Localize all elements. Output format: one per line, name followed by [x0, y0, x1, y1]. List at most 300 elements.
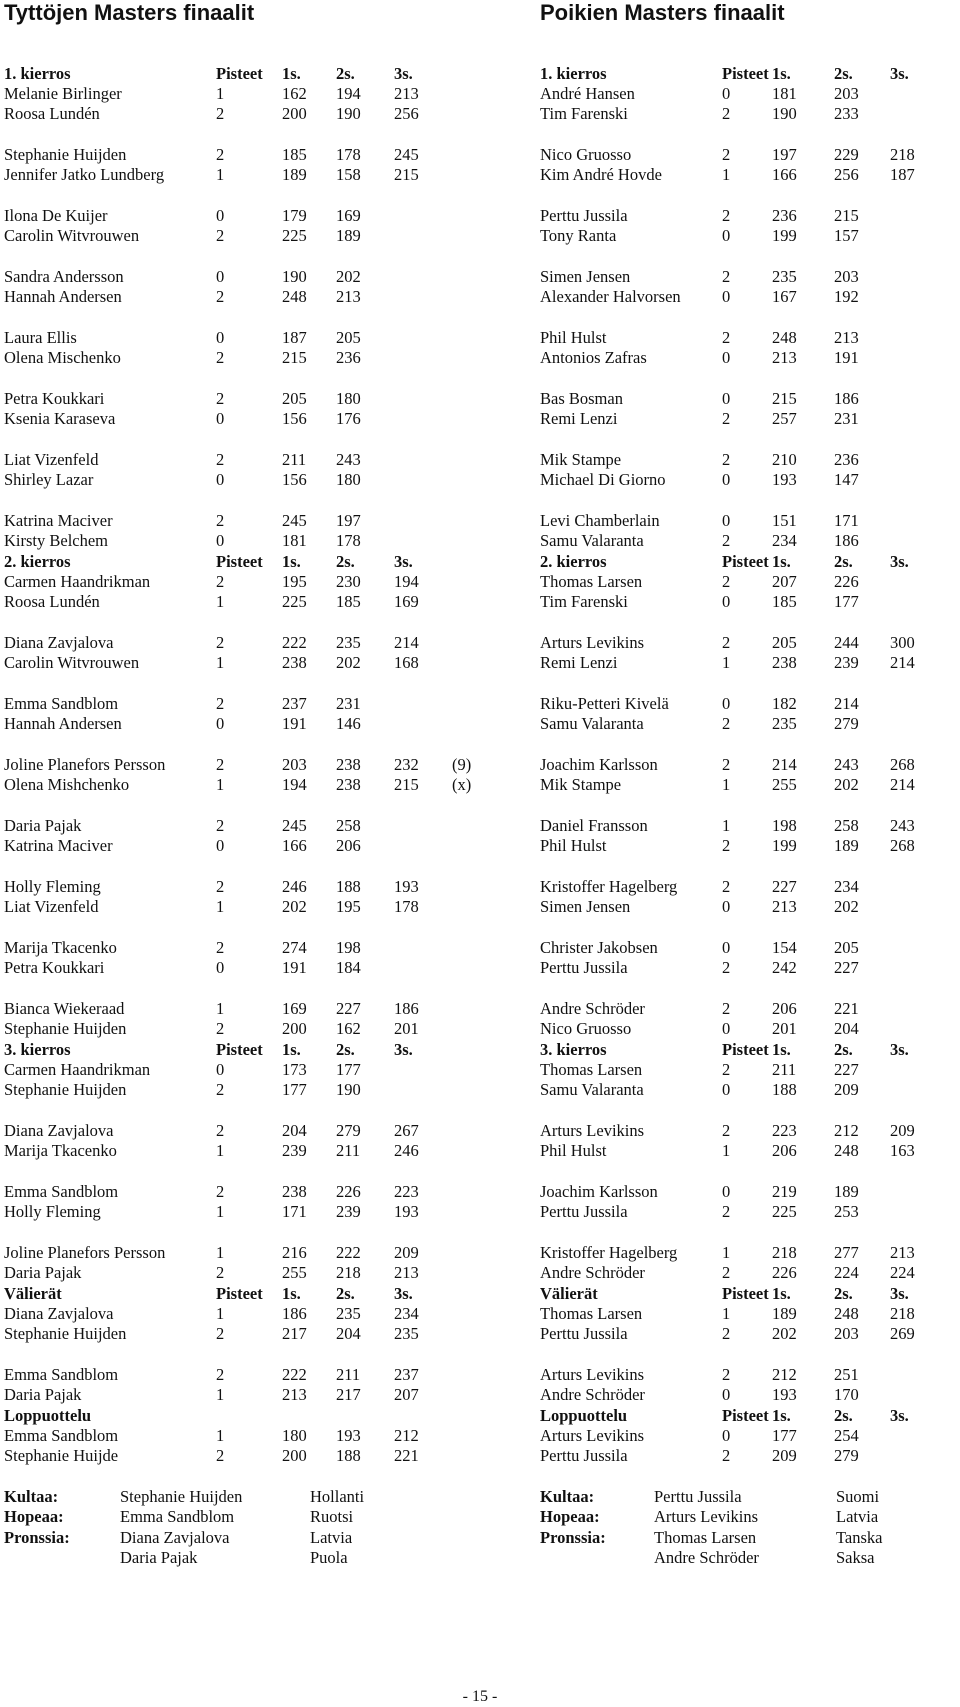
player-name: Samu Valaranta	[540, 531, 644, 551]
points: 2	[722, 409, 731, 429]
points: 2	[216, 145, 225, 165]
table-row	[4, 1141, 464, 1161]
game-2: 226	[336, 1182, 361, 1202]
table-row	[540, 755, 958, 775]
game-1: 212	[772, 1365, 797, 1385]
medal-winner: Thomas Larsen	[654, 1527, 757, 1547]
round-header	[4, 1040, 464, 1060]
points: 1	[722, 1243, 731, 1263]
player-name: Levi Chamberlain	[540, 511, 660, 531]
player-name: Arturs Levikins	[540, 633, 645, 653]
game-2: 178	[336, 145, 361, 165]
table-row	[4, 999, 464, 1019]
game-2: 202	[834, 775, 859, 795]
game-2: 147	[834, 470, 859, 490]
game-1: 189	[282, 165, 307, 185]
player-name: Samu Valaranta	[540, 714, 644, 734]
game-3: 218	[890, 145, 915, 165]
round-header	[4, 552, 464, 572]
table-row	[540, 775, 958, 795]
column-header: 2s.	[336, 1040, 355, 1059]
note: (9)	[452, 755, 472, 775]
game-2: 197	[336, 511, 361, 531]
points: 1	[216, 999, 225, 1019]
game-2: 192	[834, 287, 859, 307]
game-1: 234	[772, 531, 797, 551]
game-1: 225	[282, 592, 307, 612]
table-row	[540, 816, 958, 836]
player-name: Hannah Andersen	[4, 714, 122, 734]
player-name: Daria Pajak	[4, 1263, 82, 1283]
points: 0	[722, 287, 731, 307]
game-1: 211	[772, 1060, 797, 1080]
points: 2	[722, 450, 731, 470]
player-name: Marija Tkacenko	[4, 1141, 117, 1161]
medal-winner: Diana Zavjalova	[120, 1527, 230, 1547]
points: 2	[216, 348, 225, 368]
points: 0	[216, 267, 225, 287]
game-2: 204	[834, 1019, 859, 1039]
points: 2	[216, 1324, 225, 1344]
points: 1	[216, 1202, 225, 1222]
game-3: 243	[890, 816, 915, 836]
game-1: 213	[772, 348, 797, 368]
game-2: 178	[336, 531, 361, 551]
game-1: 226	[772, 1263, 797, 1283]
medal-label: Kultaa:	[540, 1487, 595, 1507]
column-header: 1s.	[282, 64, 301, 83]
game-1: 197	[772, 145, 797, 165]
points: 2	[722, 958, 731, 978]
game-2: 226	[834, 572, 859, 592]
medal-row	[4, 1548, 464, 1568]
table-row	[4, 145, 464, 165]
game-1: 274	[282, 938, 307, 958]
game-1: 177	[282, 1080, 307, 1100]
game-2: 279	[336, 1121, 361, 1141]
game-1: 217	[282, 1324, 307, 1344]
player-name: Olena Mishchenko	[4, 775, 130, 795]
game-1: 211	[282, 450, 307, 470]
game-1: 162	[282, 84, 307, 104]
points: 1	[216, 1304, 225, 1324]
game-2: 202	[336, 653, 361, 673]
game-2: 188	[336, 877, 361, 897]
medal-country: Puola	[310, 1547, 348, 1567]
player-name: Melanie Birlinger	[4, 84, 122, 104]
points: 2	[722, 755, 731, 775]
points: 1	[722, 775, 731, 795]
player-name: Phil Hulst	[540, 836, 607, 856]
note: (x)	[452, 775, 472, 795]
column-header: Pisteet	[722, 552, 769, 571]
column-header: 1s.	[772, 1284, 791, 1303]
points: 2	[216, 1446, 225, 1466]
game-3: 194	[394, 572, 419, 592]
game-1: 151	[772, 511, 797, 531]
game-2: 215	[834, 206, 859, 226]
player-name: Joline Planefors Persson	[4, 755, 166, 775]
game-2: 224	[834, 1263, 859, 1283]
table-row	[4, 511, 464, 531]
game-2: 146	[336, 714, 361, 734]
player-name: Joachim Karlsson	[540, 755, 658, 775]
player-name: Emma Sandblom	[4, 694, 119, 714]
game-2: 169	[336, 206, 361, 226]
table-row	[540, 104, 958, 124]
game-1: 255	[282, 1263, 307, 1283]
game-2: 177	[336, 1060, 361, 1080]
table-row	[4, 84, 464, 104]
game-1: 177	[772, 1426, 797, 1446]
player-name: Perttu Jussila	[540, 206, 628, 226]
player-name: Kim André Hovde	[540, 165, 662, 185]
points: 0	[216, 1060, 225, 1080]
round-header	[4, 1406, 464, 1426]
player-name: Michael Di Giorno	[540, 470, 666, 490]
column-header: 2s.	[834, 1284, 853, 1303]
table-row	[4, 1446, 464, 1466]
game-1: 206	[772, 1141, 797, 1161]
game-3: 214	[394, 633, 419, 653]
table-row	[4, 1365, 464, 1385]
points: 2	[216, 1080, 225, 1100]
player-name: Kirsty Belchem	[4, 531, 109, 551]
points: 2	[722, 633, 731, 653]
game-1: 219	[772, 1182, 797, 1202]
game-2: 202	[336, 267, 361, 287]
points: 0	[216, 328, 225, 348]
medal-winner: Perttu Jussila	[654, 1487, 742, 1507]
player-name: Roosa Lundén	[4, 104, 100, 124]
player-name: Stephanie Huijden	[4, 1080, 127, 1100]
game-1: 156	[282, 470, 307, 490]
player-name: Perttu Jussila	[540, 1446, 628, 1466]
game-2: 277	[834, 1243, 859, 1263]
game-2: 258	[336, 816, 361, 836]
game-2: 205	[336, 328, 361, 348]
table-row	[540, 999, 958, 1019]
table-row	[540, 1121, 958, 1141]
player-name: Samu Valaranta	[540, 1080, 644, 1100]
game-1: 194	[282, 775, 307, 795]
game-1: 215	[282, 348, 307, 368]
player-name: Petra Koukkari	[4, 389, 105, 409]
table-row	[540, 1141, 958, 1161]
column-header: 2s.	[336, 64, 355, 83]
points: 0	[216, 714, 225, 734]
table-row	[4, 348, 464, 368]
points: 2	[722, 1324, 731, 1344]
game-2: 171	[834, 511, 859, 531]
game-1: 173	[282, 1060, 307, 1080]
game-1: 191	[282, 714, 307, 734]
game-2: 229	[834, 145, 859, 165]
table-row	[4, 1080, 464, 1100]
table-row	[540, 714, 958, 734]
table-row	[4, 1243, 464, 1263]
game-1: 199	[772, 836, 797, 856]
game-1: 248	[772, 328, 797, 348]
points: 2	[216, 877, 225, 897]
medal-country: Latvia	[310, 1527, 353, 1547]
player-name: Antonios Zafras	[540, 348, 647, 368]
game-1: 200	[282, 1019, 307, 1039]
medal-country: Latvia	[836, 1507, 879, 1527]
game-1: 193	[772, 1385, 797, 1405]
game-1: 207	[772, 572, 797, 592]
game-2: 180	[336, 389, 361, 409]
game-1: 154	[772, 938, 797, 958]
game-1: 216	[282, 1243, 307, 1263]
game-2: 189	[834, 1182, 859, 1202]
player-name: Simen Jensen	[540, 897, 631, 917]
game-2: 194	[336, 84, 361, 104]
player-name: Jennifer Jatko Lundberg	[4, 165, 165, 185]
player-name: Arturs Levikins	[540, 1426, 645, 1446]
table-row	[4, 1385, 464, 1405]
medal-row	[540, 1487, 958, 1507]
table-row	[540, 287, 958, 307]
player-name: Kristoffer Hagelberg	[540, 1243, 678, 1263]
game-1: 245	[282, 816, 307, 836]
points: 1	[216, 1243, 225, 1263]
points: 1	[722, 1304, 731, 1324]
points: 2	[216, 226, 225, 246]
round-title: 1. kierros	[540, 64, 607, 83]
game-2: 254	[834, 1426, 859, 1446]
game-3: 178	[394, 897, 419, 917]
table-row	[4, 206, 464, 226]
game-2: 227	[336, 999, 361, 1019]
player-name: Marija Tkacenko	[4, 938, 117, 958]
points: 1	[722, 1141, 731, 1161]
table-row	[540, 1426, 958, 1446]
player-name: Thomas Larsen	[540, 572, 643, 592]
game-1: 205	[772, 633, 797, 653]
table-row	[540, 450, 958, 470]
game-3: 232	[394, 755, 419, 775]
points: 2	[722, 999, 731, 1019]
points: 0	[722, 1426, 731, 1446]
player-name: Hannah Andersen	[4, 287, 122, 307]
table-row	[4, 389, 464, 409]
game-2: 204	[336, 1324, 361, 1344]
game-1: 200	[282, 1446, 307, 1466]
medal-country: Saksa	[836, 1547, 875, 1567]
medal-label: Pronssia:	[4, 1527, 70, 1547]
game-1: 222	[282, 1365, 307, 1385]
table-row	[540, 1304, 958, 1324]
game-1: 193	[772, 470, 797, 490]
points: 2	[722, 836, 731, 856]
game-1: 198	[772, 816, 797, 836]
game-3: 268	[890, 755, 915, 775]
game-3: 269	[890, 1324, 915, 1344]
column-header: 1s.	[772, 1040, 791, 1059]
table-row	[540, 328, 958, 348]
game-2: 217	[336, 1385, 361, 1405]
medal-row	[4, 1507, 464, 1527]
points: 2	[216, 1019, 225, 1039]
table-row	[540, 84, 958, 104]
game-2: 177	[834, 592, 859, 612]
game-1: 201	[772, 1019, 797, 1039]
player-name: Tim Farenski	[540, 592, 628, 612]
points: 0	[722, 1019, 731, 1039]
game-2: 243	[834, 755, 859, 775]
game-1: 210	[772, 450, 797, 470]
player-name: Diana Zavjalova	[4, 1121, 114, 1141]
table-row	[4, 1324, 464, 1344]
table-row	[4, 714, 464, 734]
game-3: 213	[890, 1243, 915, 1263]
round-title: Loppuottelu	[540, 1406, 628, 1425]
medal-label: Hopeaa:	[540, 1507, 600, 1527]
points: 1	[722, 816, 731, 836]
points: 0	[722, 84, 731, 104]
player-name: Stephanie Huijden	[4, 1324, 127, 1344]
game-1: 179	[282, 206, 307, 226]
game-2: 213	[834, 328, 859, 348]
points: 2	[722, 1202, 731, 1222]
game-1: 223	[772, 1121, 797, 1141]
table-row	[540, 572, 958, 592]
player-name: Liat Vizenfeld	[4, 450, 99, 470]
points: 0	[722, 389, 731, 409]
game-1: 182	[772, 694, 797, 714]
table-row	[540, 226, 958, 246]
game-1: 225	[772, 1202, 797, 1222]
player-name: Laura Ellis	[4, 328, 77, 348]
game-3: 234	[394, 1304, 419, 1324]
game-1: 186	[282, 1304, 307, 1324]
player-name: Carolin Witvrouwen	[4, 226, 140, 246]
game-2: 256	[834, 165, 859, 185]
game-2: 236	[336, 348, 361, 368]
game-1: 204	[282, 1121, 307, 1141]
points: 2	[722, 328, 731, 348]
points: 0	[722, 897, 731, 917]
game-2: 203	[834, 84, 859, 104]
points: 2	[722, 1060, 731, 1080]
points: 1	[216, 897, 225, 917]
column-header: 3s.	[394, 1284, 413, 1303]
player-name: Carmen Haandrikman	[4, 1060, 151, 1080]
player-name: Ksenia Karaseva	[4, 409, 116, 429]
girls-title: Tyttöjen Masters finaalit	[4, 0, 255, 25]
game-1: 202	[772, 1324, 797, 1344]
game-2: 222	[336, 1243, 361, 1263]
table-row	[540, 1182, 958, 1202]
points: 1	[216, 1426, 225, 1446]
game-3: 193	[394, 1202, 419, 1222]
game-2: 186	[834, 531, 859, 551]
game-2: 233	[834, 104, 859, 124]
player-name: Kristoffer Hagelberg	[540, 877, 678, 897]
game-1: 180	[282, 1426, 307, 1446]
game-1: 215	[772, 389, 797, 409]
game-1: 169	[282, 999, 307, 1019]
points: 2	[216, 511, 225, 531]
player-name: Phil Hulst	[540, 1141, 607, 1161]
game-1: 213	[772, 897, 797, 917]
player-name: Joline Planefors Persson	[4, 1243, 166, 1263]
points: 1	[216, 84, 225, 104]
table-row	[540, 165, 958, 185]
table-row	[4, 267, 464, 287]
player-name: Carmen Haandrikman	[4, 572, 151, 592]
game-3: 223	[394, 1182, 419, 1202]
table-row	[4, 287, 464, 307]
points: 2	[722, 1446, 731, 1466]
player-name: Emma Sandblom	[4, 1426, 119, 1446]
game-1: 171	[282, 1202, 307, 1222]
points: 2	[216, 1182, 225, 1202]
round-title: Välierät	[540, 1284, 598, 1303]
page-number: - 15 -	[462, 1688, 498, 1705]
column-header: Pisteet	[216, 64, 263, 83]
game-1: 235	[772, 714, 797, 734]
round-header	[540, 1406, 958, 1426]
game-3: 207	[394, 1385, 419, 1405]
game-2: 251	[834, 1365, 859, 1385]
game-2: 202	[834, 897, 859, 917]
table-row	[540, 1385, 958, 1405]
table-row	[540, 1446, 958, 1466]
column-header: 1s.	[282, 1040, 301, 1059]
points: 0	[216, 531, 225, 551]
points: 2	[722, 572, 731, 592]
player-name: Petra Koukkari	[4, 958, 105, 978]
player-name: Joachim Karlsson	[540, 1182, 658, 1202]
game-3: 215	[394, 775, 419, 795]
player-name: Katrina Maciver	[4, 511, 113, 531]
player-name: Remi Lenzi	[540, 653, 618, 673]
game-2: 170	[834, 1385, 859, 1405]
round-title: Loppuottelu	[4, 1406, 92, 1425]
medal-row	[4, 1487, 464, 1507]
game-2: 206	[336, 836, 361, 856]
table-row	[540, 1263, 958, 1283]
column-header: 3s.	[394, 64, 413, 83]
points: 2	[216, 755, 225, 775]
game-2: 238	[336, 755, 361, 775]
medal-row	[540, 1528, 958, 1548]
game-3: 209	[890, 1121, 915, 1141]
game-2: 205	[834, 938, 859, 958]
points: 2	[722, 877, 731, 897]
game-1: 181	[282, 531, 307, 551]
game-1: 236	[772, 206, 797, 226]
points: 0	[216, 409, 225, 429]
game-2: 203	[834, 1324, 859, 1344]
points: 0	[722, 1385, 731, 1405]
game-2: 186	[834, 389, 859, 409]
table-row	[4, 938, 464, 958]
player-name: Andre Schröder	[540, 1385, 645, 1405]
game-2: 180	[336, 470, 361, 490]
game-1: 238	[282, 653, 307, 673]
game-2: 279	[834, 714, 859, 734]
game-2: 235	[336, 633, 361, 653]
player-name: Emma Sandblom	[4, 1182, 119, 1202]
table-row	[4, 572, 464, 592]
medal-row	[540, 1507, 958, 1527]
column-header: 1s.	[772, 1406, 791, 1425]
player-name: Olena Mischenko	[4, 348, 121, 368]
game-3: 168	[394, 653, 419, 673]
